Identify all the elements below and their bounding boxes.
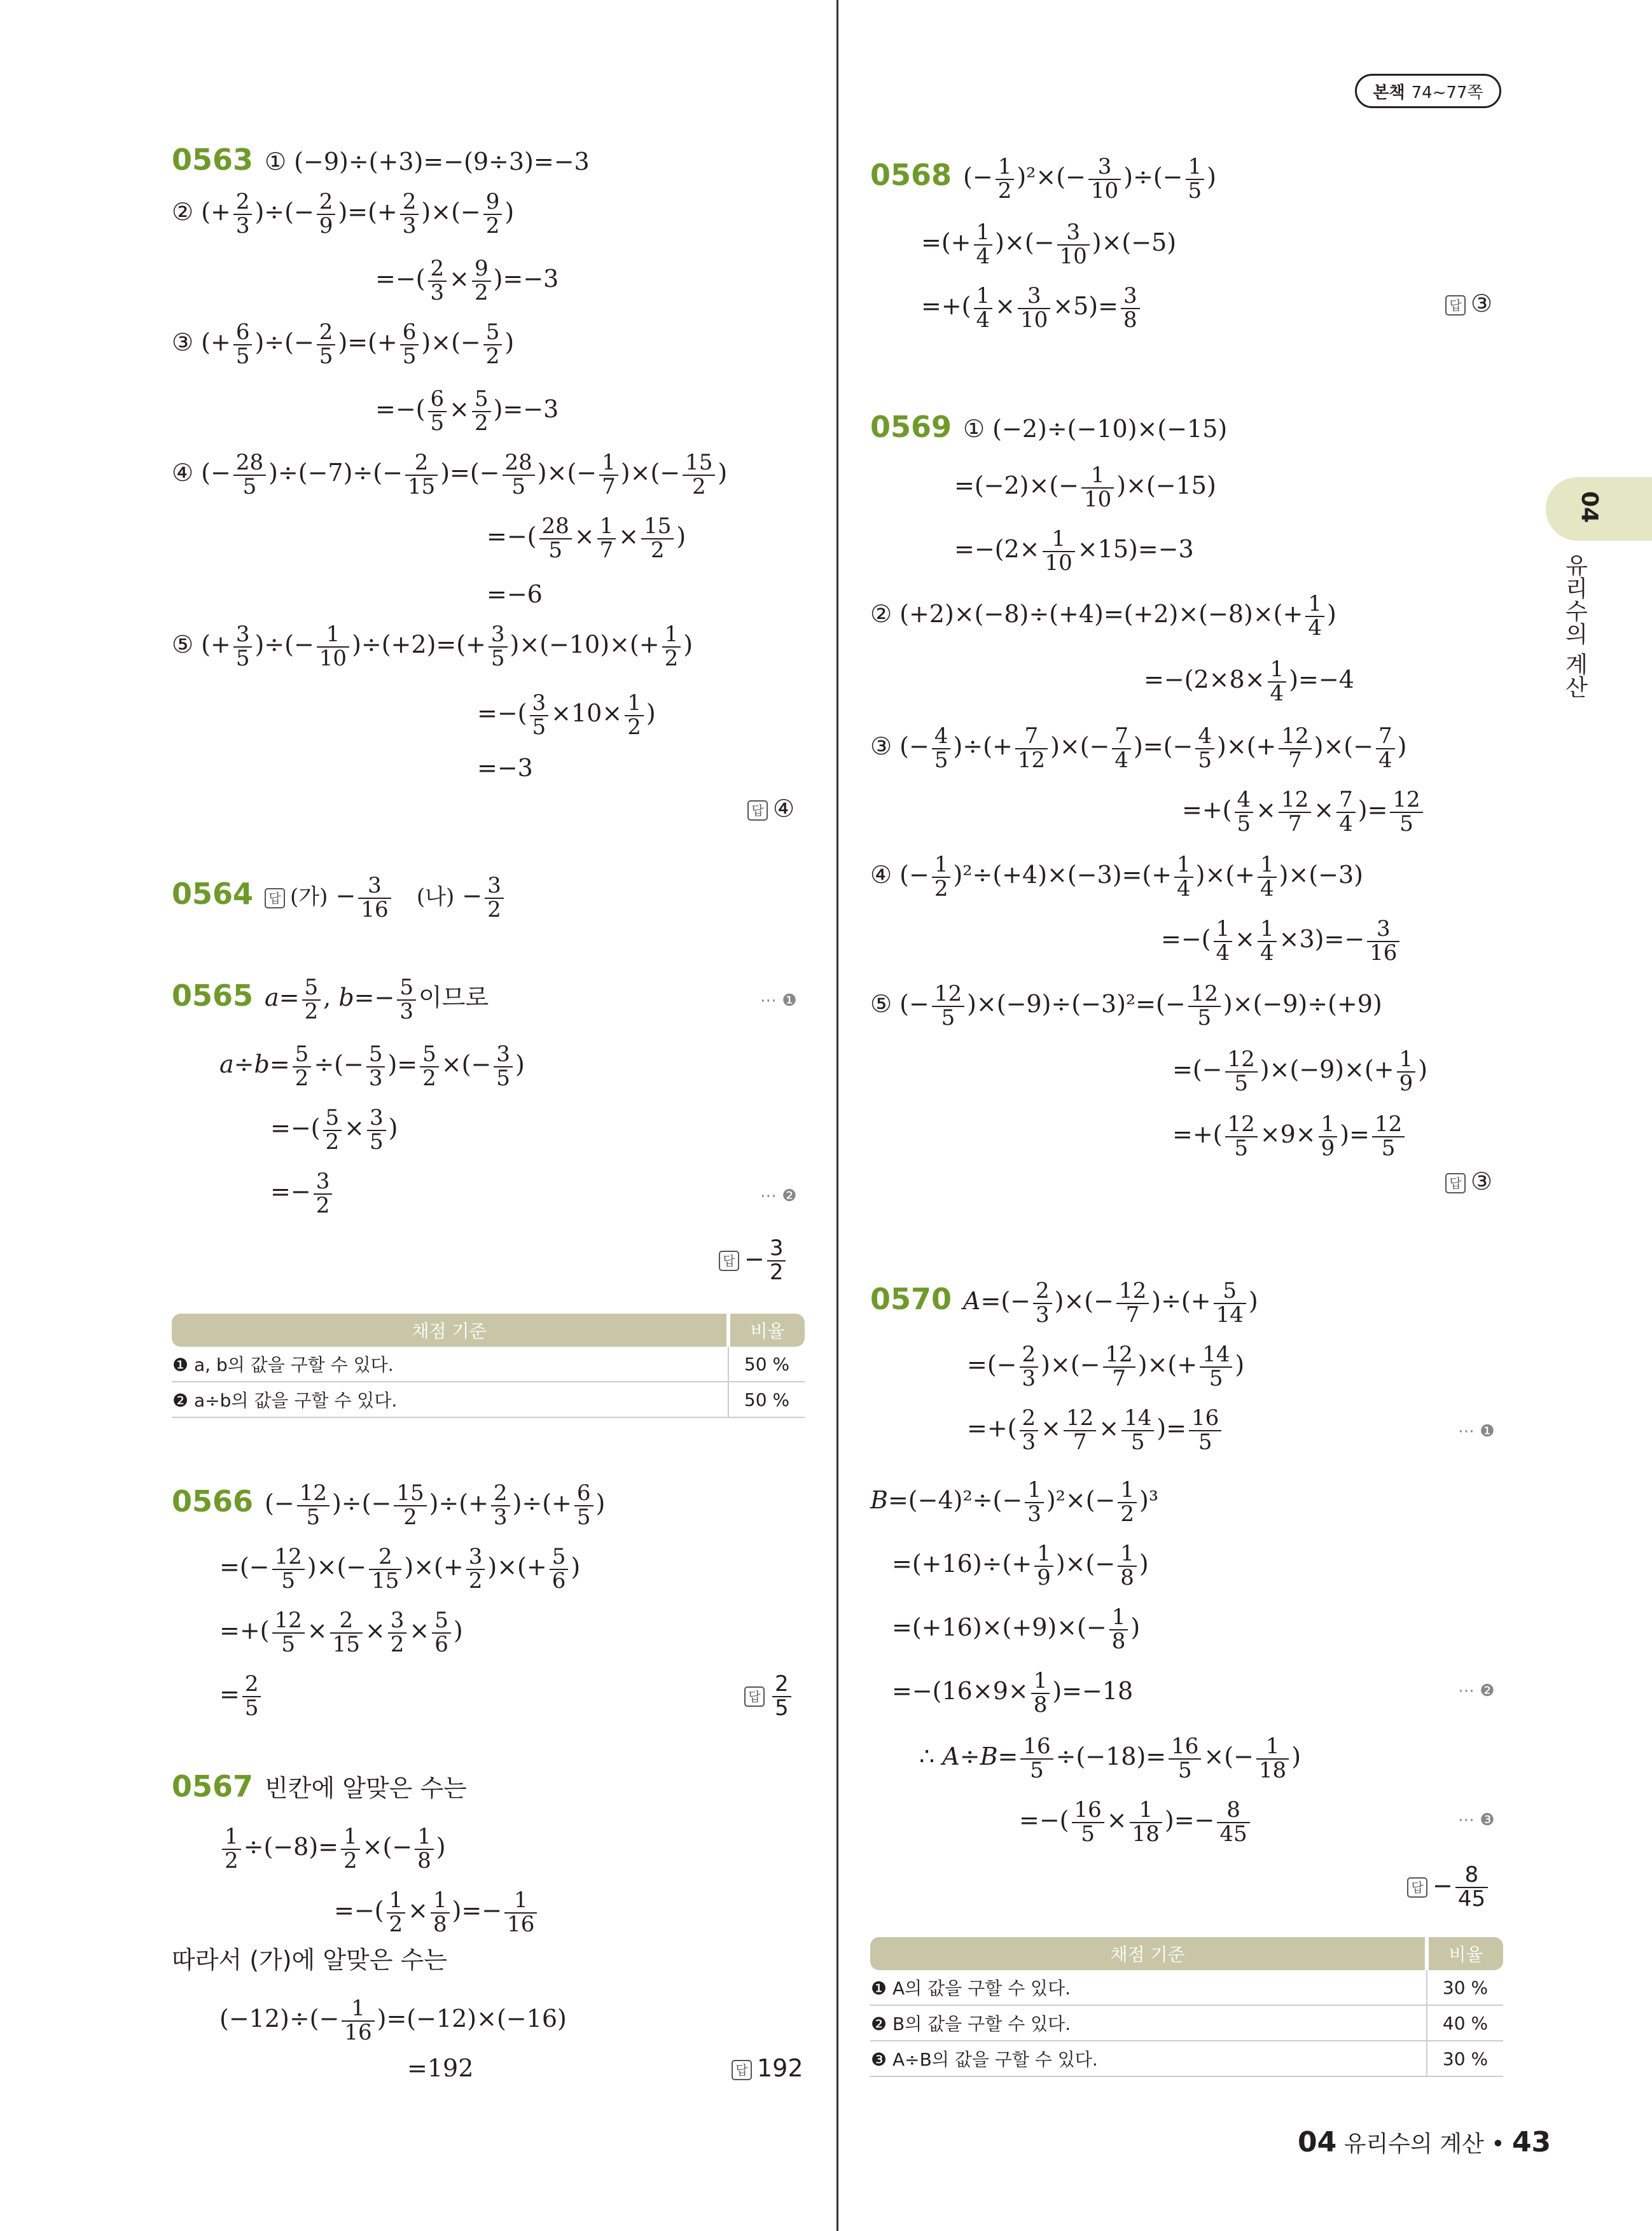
line-0563-9: ⑤ (+ $\frac{3}{5}$ )÷(− $\frac{1}{10}$ )÷(+2)=(+ $\frac{3}{5}$ )×(−10)×(+ $\frac{1}{2}$ ) bbox=[172, 622, 693, 671]
table-row: ❷ B의 값을 구할 수 있다. 40 % bbox=[870, 2005, 1503, 2041]
line-0570-1: 0570 A=(− $\frac{2}{3}$ )×(− $\frac{12}{7}$ )÷(+ $\frac{5}{14}$ ) bbox=[870, 1278, 1258, 1328]
line-0563-11: =−3 bbox=[477, 754, 533, 782]
page-footer: 04 유리수의 계산 • 43 bbox=[1298, 2126, 1551, 2158]
line-0563-10: =−( $\frac{3}{5}$ ×10× $\frac{1}{2}$ ) bbox=[477, 690, 656, 740]
step-marker-2: ⋯ ❷ bbox=[760, 1186, 797, 1206]
answer-0566: 답 $\frac{2}{5}$ bbox=[744, 1673, 794, 1720]
line-0570-9: =−( $\frac{16}{5}$ × $\frac{1}{18}$ )=− $\frac{8}{45}$ bbox=[1019, 1799, 1253, 1845]
answer-0565: 답 − $\frac{3}{2}$ bbox=[719, 1237, 788, 1284]
problem-number: 0569 bbox=[870, 410, 952, 444]
line-0567-5: (−12)÷(− $\frac{1}{16}$ )=(−12)×(−16) bbox=[219, 1996, 567, 2045]
line-0563-6: ④ (− $\frac{28}{5}$ )÷(−7)÷(− $\frac{2}{15}$ )=(− $\frac{28}{5}$ )×(− $\frac{1}{7}$ )×(− $\frac{15}{2}$ ) bbox=[172, 450, 728, 499]
page-number: 43 bbox=[1511, 2126, 1551, 2158]
problem-number: 0566 bbox=[172, 1484, 254, 1519]
line-0568-2: =(+ $\frac{1}{4}$ )×(− $\frac{3}{10}$ )×(−5) bbox=[921, 219, 1177, 269]
line-0564: 0564 답 (가) − $\frac{3}{16}$ (나) − $\frac{3}{2}$ bbox=[172, 875, 506, 921]
line-0569-3: =−(2× $\frac{1}{10}$ ×15)=−3 bbox=[954, 526, 1194, 576]
answer-0563: 답 ④ bbox=[747, 796, 795, 821]
problem-number: 0570 bbox=[870, 1282, 952, 1317]
table-row: ❸ A÷B의 값을 구할 수 있다. 30 % bbox=[870, 2041, 1503, 2076]
problem-number: 0563 bbox=[172, 142, 254, 177]
line-0569-8: ④ (− $\frac{1}{2}$ )²÷(+4)×(−3)=(+ $\frac{1}{4}$ )×(+ $\frac{1}{4}$ )×(−3) bbox=[870, 852, 1363, 901]
problem-number: 0567 bbox=[172, 1769, 254, 1804]
line-0568-3: =+( $\frac{1}{4}$ × $\frac{3}{10}$ ×5)= $\frac{3}{8}$ bbox=[921, 285, 1142, 331]
line-0566-1: 0566 (− $\frac{12}{5}$ )÷(− $\frac{15}{2}$ )÷(+ $\frac{2}{3}$ )÷(+ $\frac{6}{5}$ ) bbox=[172, 1480, 606, 1530]
line-0566-3: =+( $\frac{12}{5}$ × $\frac{2}{15}$ × $\frac{3}{2}$ × $\frac{5}{6}$ ) bbox=[219, 1608, 463, 1657]
table-row: ❶ A의 값을 구할 수 있다. 30 % bbox=[870, 1970, 1503, 2005]
column-divider bbox=[836, 0, 838, 2231]
line-0565-3: =−( $\frac{5}{2}$ × $\frac{3}{5}$ ) bbox=[270, 1105, 398, 1155]
line-0563-2: ② (+ $\frac{2}{3}$ )÷(− $\frac{2}{9}$ )=(+ $\frac{2}{3}$ )×(− $\frac{9}{2}$ ) bbox=[172, 189, 515, 239]
chapter-title: 유리수의 계산 bbox=[1562, 553, 1588, 698]
step-marker-3: ⋯ ❸ bbox=[1458, 1811, 1495, 1830]
line-0569-4: ② (+2)×(−8)÷(+4)=(+2)×(−8)×(+ $\frac{1}{4}$ ) bbox=[870, 591, 1336, 641]
problem-number: 0568 bbox=[870, 158, 952, 193]
answer-icon: 답 bbox=[265, 888, 285, 908]
answer-0568: 답 ③ bbox=[1445, 291, 1492, 316]
step-marker-1: ⋯ ❶ bbox=[760, 991, 797, 1010]
line-0563-4: ③ (+ $\frac{6}{5}$ )÷(− $\frac{2}{5}$ )=(+ $\frac{6}{5}$ )×(− $\frac{5}{2}$ ) bbox=[172, 319, 515, 369]
answer-icon: 답 bbox=[732, 2060, 752, 2080]
line-0565-4: =− $\frac{3}{2}$ bbox=[270, 1171, 335, 1217]
line-0569-12: =+( $\frac{12}{5}$ ×9× $\frac{1}{9}$ )= $\frac{12}{5}$ bbox=[1172, 1113, 1407, 1160]
line-0567-1: 0567 빈칸에 알맞은 수는 bbox=[172, 1769, 467, 1804]
grading-table-0570 bbox=[870, 1937, 1503, 2077]
footer-chapter: 04 bbox=[1298, 2126, 1337, 2158]
line-0567-2: $\frac{1}{2}$ ÷(−8)= $\frac{1}{2}$ ×(− $\frac{1}{8}$ ) bbox=[219, 1826, 446, 1872]
line-0563-3: =−( $\frac{2}{3}$ × $\frac{9}{2}$ )=−3 bbox=[375, 256, 559, 305]
chapter-number: 04 bbox=[1576, 491, 1602, 524]
line-0570-5: =(+16)÷(+ $\frac{1}{9}$ )×(− $\frac{1}{8}$ ) bbox=[892, 1541, 1149, 1590]
answer-0567: 답 192 bbox=[732, 2056, 803, 2080]
book-label: 본책 bbox=[1373, 83, 1405, 102]
step-marker-2: ⋯ ❷ bbox=[1458, 1681, 1495, 1700]
chapter-tab bbox=[1546, 477, 1652, 541]
line-0567-6: =192 bbox=[407, 2054, 474, 2082]
line-0567-3: =−( $\frac{1}{2}$ × $\frac{1}{8}$ )=− $\frac{1}{16}$ bbox=[334, 1889, 539, 1936]
line-0570-3: =+( $\frac{2}{3}$ × $\frac{12}{7}$ × $\frac{14}{5}$ )= $\frac{16}{5}$ bbox=[967, 1407, 1224, 1454]
answer-0570: 답 − $\frac{8}{45}$ bbox=[1407, 1864, 1490, 1910]
table-header: 채점 기준 bbox=[870, 1937, 1427, 1970]
line-0568-1: 0568 (− $\frac{1}{2}$ )²×(− $\frac{3}{10}$ )÷(− $\frac{1}{5}$ ) bbox=[870, 154, 1216, 204]
line-0567-4: 따라서 (가)에 알맞은 수는 bbox=[172, 1946, 447, 1974]
line-0566-2: =(− $\frac{12}{5}$ )×(− $\frac{2}{15}$ )×(+ $\frac{3}{2}$ )×(+ $\frac{5}{6}$ ) bbox=[219, 1544, 581, 1594]
line-0563-7: =−( $\frac{28}{5}$ × $\frac{1}{7}$ × $\frac{15}{2}$ ) bbox=[487, 513, 686, 563]
line-0565-2: a÷b= $\frac{5}{2}$ ÷(− $\frac{5}{3}$ )= $\frac{5}{2}$ ×(− $\frac{3}{5}$ ) bbox=[219, 1041, 525, 1091]
answer-icon: 답 bbox=[1445, 295, 1466, 316]
table-header: 비율 bbox=[1427, 1937, 1503, 1970]
line-0569-2: =(−2)×(− $\frac{1}{10}$ )×(−15) bbox=[954, 462, 1216, 512]
problem-number: 0564 bbox=[172, 877, 254, 912]
line-0569-9: =−( $\frac{1}{4}$ × $\frac{1}{4}$ ×3)=− $\frac{3}{16}$ bbox=[1161, 918, 1402, 964]
line-0566-4: = $\frac{2}{5}$ bbox=[219, 1673, 263, 1720]
step-marker-1: ⋯ ❶ bbox=[1458, 1422, 1495, 1441]
table-header: 채점 기준 bbox=[172, 1314, 728, 1347]
line-0570-2: =(− $\frac{2}{3}$ )×(− $\frac{12}{7}$ )×(+ $\frac{14}{5}$ ) bbox=[967, 1342, 1245, 1391]
line-0569-11: =(− $\frac{12}{5}$ )×(−9)×(+ $\frac{1}{9}$ ) bbox=[1172, 1046, 1428, 1096]
answer-icon: 답 bbox=[744, 1686, 765, 1707]
line-0569-1: 0569 ① (−2)÷(−10)×(−15) bbox=[870, 410, 1228, 444]
line-0569-5: =−(2×8× $\frac{1}{4}$ )=−4 bbox=[1144, 657, 1354, 706]
line-0563-8: =−6 bbox=[487, 580, 543, 608]
line-0570-8: ∴ A÷B= $\frac{16}{5}$ ÷(−18)= $\frac{16}{5}$ ×(− $\frac{1}{18}$ ) bbox=[919, 1734, 1301, 1783]
page-range: 74~77쪽 bbox=[1411, 83, 1483, 102]
line-0570-6: =(+16)×(+9)×(− $\frac{1}{8}$ ) bbox=[892, 1604, 1141, 1654]
line-0570-4: B=(−4)²÷(− $\frac{1}{3}$ )²×(− $\frac{1}{2}$ )³ bbox=[870, 1477, 1159, 1527]
problem-number: 0565 bbox=[172, 978, 254, 1013]
line-0563-1: 0563 ① (−9)÷(+3)=−(9÷3)=−3 bbox=[172, 142, 590, 177]
line-0569-7: =+( $\frac{4}{5}$ × $\frac{12}{7}$ × $\frac{7}{4}$ )= $\frac{12}{5}$ bbox=[1182, 789, 1426, 835]
line-0569-10: ⑤ (− $\frac{12}{5}$ )×(−9)÷(−3)²=(− $\frac{12}{5}$ )×(−9)÷(+9) bbox=[870, 981, 1382, 1031]
line-0569-6: ③ (− $\frac{4}{5}$ )÷(+ $\frac{7}{12}$ )×(− $\frac{7}{4}$ )=(− $\frac{4}{5}$ )×(+ $\frac{12}{7}$ )×(− $\frac{7}{4}$ ) bbox=[870, 723, 1407, 773]
table-row: ❷ a÷b의 값을 구할 수 있다. 50 % bbox=[172, 1382, 805, 1417]
line-0565-1: 0565 a= $\frac{5}{2}$ , b=− $\frac{5}{3}$ 이므로 bbox=[172, 975, 489, 1024]
answer-0569: 답 ③ bbox=[1445, 1169, 1492, 1193]
answer-icon: 답 bbox=[1407, 1877, 1427, 1898]
table-row: ❶ a, b의 값을 구할 수 있다. 50 % bbox=[172, 1347, 805, 1382]
answer-icon: 답 bbox=[747, 800, 768, 821]
answer-icon: 답 bbox=[719, 1251, 739, 1271]
footer-title: 유리수의 계산 bbox=[1343, 2131, 1484, 2157]
answer-icon: 답 bbox=[1445, 1173, 1466, 1193]
table-header: 비율 bbox=[728, 1314, 805, 1347]
line-0570-7: =−(16×9× $\frac{1}{8}$ )=−18 bbox=[892, 1668, 1134, 1718]
grading-table-0565 bbox=[172, 1314, 805, 1418]
page-reference-badge bbox=[1355, 74, 1501, 108]
line-0563-5: =−( $\frac{6}{5}$ × $\frac{5}{2}$ )=−3 bbox=[375, 386, 559, 436]
